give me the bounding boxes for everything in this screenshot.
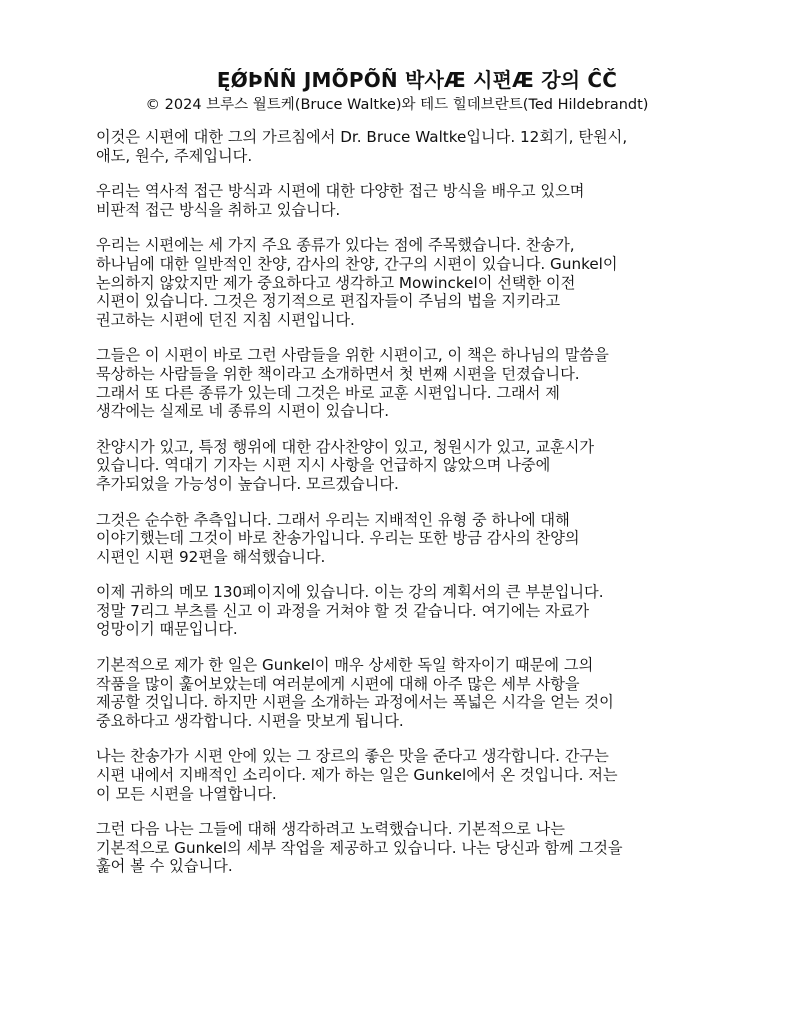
paragraph-line: 우리는 시편에는 세 가지 주요 종류가 있다는 점에 주목했습니다. 찬송가, xyxy=(96,236,575,255)
paragraph-line: 그래서 또 다른 종류가 있는데 그것은 바로 교훈 시편입니다. 그래서 제 xyxy=(96,383,560,402)
paragraph-line: 정말 7리그 부츠를 신고 이 과정을 거쳐야 할 것 같습니다. 여기에는 자료가 xyxy=(96,601,590,620)
paragraph xyxy=(96,438,696,494)
paragraph xyxy=(96,346,696,420)
paragraph-line: 기본적으로 제가 한 일은 Gunkel이 매우 상세한 독일 학자이기 때문에 그의 xyxy=(96,656,594,675)
document-body xyxy=(96,128,696,893)
paragraph xyxy=(96,236,696,329)
paragraph-line: 작품을 많이 훑어보았는데 여러분에게 시편에 대해 아주 많은 세부 사항을 xyxy=(96,674,580,693)
paragraph-line: 나는 찬송가가 시편 안에 있는 그 장르의 좋은 맛을 준다고 생각합니다. 간구는 xyxy=(96,747,609,766)
paragraph-line: 훑어 볼 수 있습니다. xyxy=(96,857,233,876)
paragraph xyxy=(96,747,696,803)
paragraph-line: 생각에는 실제로 네 종류의 시편이 있습니다. xyxy=(96,402,390,421)
paragraph-line: 중요하다고 생각합니다. 시편을 맛보게 됩니다. xyxy=(96,711,404,730)
paragraph-line: 시편이 있습니다. 그것은 정기적으로 편집자들이 주님의 법을 지키라고 xyxy=(96,292,561,311)
paragraph-line: 이제 귀하의 메모 130페이지에 있습니다. 이는 강의 계획서의 큰 부분입니다. xyxy=(96,583,604,602)
paragraph-line: 그것은 순수한 추측입니다. 그래서 우리는 지배적인 유형 중 하나에 대해 xyxy=(96,510,570,529)
paragraph xyxy=(96,583,696,639)
paragraph-line: 이것은 시편에 대한 그의 가르침에서 Dr. Bruce Waltke입니다. 12회기, 탄원시, xyxy=(96,128,628,146)
paragraph-line: 비판적 접근 방식을 취하고 있습니다. xyxy=(96,200,341,219)
paragraph-line: 엉망이기 때문입니다. xyxy=(96,620,238,639)
document-title: ĘǾÞŃÑ JMÕPÕÑ 박사Æ 시편Æ 강의 ĈČ xyxy=(216,68,618,92)
paragraph-line: 묵상하는 사람들을 위한 책이라고 소개하면서 첫 번째 시편을 던졌습니다. xyxy=(96,364,580,383)
paragraph-line: 시편인 시편 92편을 해석했습니다. xyxy=(96,547,326,566)
paragraph-line: 이야기했는데 그것이 바로 찬송가입니다. 우리는 또한 방금 감사의 찬양의 xyxy=(96,529,580,548)
paragraph-line: 있습니다. 역대기 기자는 시편 지시 사항을 언급하지 않았으며 나중에 xyxy=(96,456,551,475)
paragraph-line: 그들은 이 시편이 바로 그런 사람들을 위한 시편이고, 이 책은 하나님의 말씀을 xyxy=(96,346,609,365)
paragraph-line: 하나님에 대한 일반적인 찬양, 감사의 찬양, 간구의 시편이 있습니다. Gunkel이 xyxy=(96,254,618,273)
paragraph xyxy=(96,511,696,567)
paragraph xyxy=(96,820,696,876)
paragraph xyxy=(96,128,696,165)
paragraph-line: 그런 다음 나는 그들에 대해 생각하려고 노력했습니다. 기본적으로 나는 xyxy=(96,820,565,839)
document-subtitle: © 2024 브루스 월트케(Bruce Waltke)와 테드 힐데브란트(Ted Hildebrandt) xyxy=(145,97,649,113)
paragraph-line: 애도, 원수, 주제입니다. xyxy=(96,146,253,165)
paragraph xyxy=(96,656,696,730)
paragraph-line: 우리는 역사적 접근 방식과 시편에 대한 다양한 접근 방식을 배우고 있으며 xyxy=(96,182,585,201)
paragraph xyxy=(96,182,696,219)
paragraph-line: 논의하지 않았지만 제가 중요하다고 생각하고 Mowinckel이 선택한 이전 xyxy=(96,273,576,292)
paragraph-line: 권고하는 시편에 던진 지침 시편입니다. xyxy=(96,310,355,329)
paragraph-line: 찬양시가 있고, 특정 행위에 대한 감사찬양이 있고, 청원시가 있고, 교훈시가 xyxy=(96,437,595,456)
paragraph-line: 시편 내에서 지배적인 소리이다. 제가 하는 일은 Gunkel에서 온 것입니다. 저는 xyxy=(96,766,618,785)
paragraph-line: 기본적으로 Gunkel의 세부 작업을 제공하고 있습니다. 나는 당신과 함께 그것을 xyxy=(96,838,623,857)
paragraph-line: 제공할 것입니다. 하지만 시편을 소개하는 과정에서는 폭넓은 시각을 얻는 것이 xyxy=(96,693,614,712)
paragraph-line: 추가되었을 가능성이 높습니다. 모르겠습니다. xyxy=(96,474,399,493)
paragraph-line: 이 모든 시편을 나열합니다. xyxy=(96,784,277,803)
